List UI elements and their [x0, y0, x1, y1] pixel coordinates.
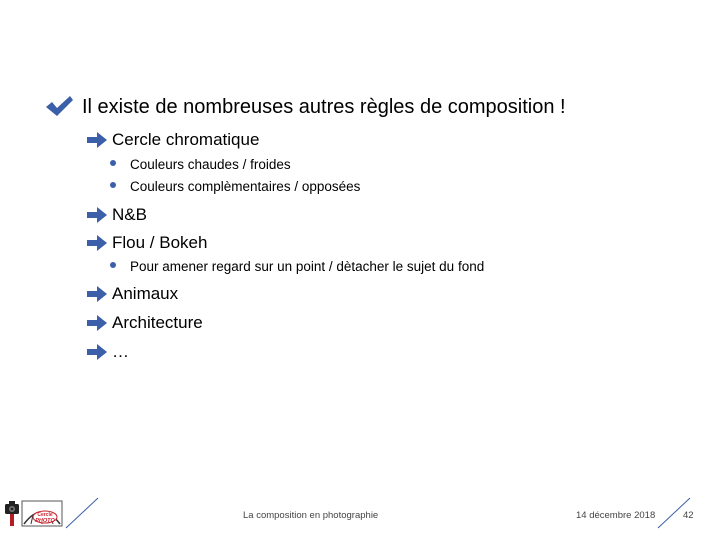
- arrow-right-icon: [86, 343, 108, 361]
- list-item-cercle-chromatique: [86, 130, 259, 150]
- club-logo: [4, 498, 66, 528]
- list-item-label: …: [112, 342, 129, 361]
- footer-divider-left: [64, 496, 100, 530]
- list-item-label: Architecture: [112, 313, 203, 332]
- bullet-dot: [110, 182, 116, 188]
- arrow-right-icon: [86, 314, 108, 332]
- list-item-flou-bokeh: [86, 233, 207, 253]
- list-item-animaux: [86, 284, 178, 304]
- list-item-nb: [86, 205, 147, 225]
- logo-text-bottom: PHOTO: [35, 518, 55, 524]
- arrow-right-icon: [86, 131, 108, 149]
- main-bullet: [44, 94, 566, 120]
- sub-item-text: Pour amener regard sur un point / dètacher le sujet du fond: [130, 259, 485, 274]
- arrow-right-icon: [86, 285, 108, 303]
- main-point-text: Il existe de nombreuses autres règles de composition !: [82, 95, 566, 118]
- footer-title: La composition en photographie: [243, 510, 379, 521]
- sub-item-text: Couleurs complèmentaires / opposées: [130, 179, 361, 194]
- list-item-label: Animaux: [112, 284, 179, 303]
- list-item-label: N&B: [112, 205, 147, 224]
- bullet-dot: [110, 160, 116, 166]
- footer-date: 14 décembre 2018: [576, 510, 656, 521]
- sub-item: [110, 157, 291, 172]
- sub-item-text: Couleurs chaudes / froides: [130, 157, 291, 172]
- list-item-ellipsis: [86, 342, 129, 362]
- sub-item: [110, 259, 484, 274]
- sub-item: [110, 179, 360, 194]
- bullet-dot: [110, 262, 116, 268]
- page-number: 42: [683, 510, 694, 521]
- list-item-label: Cercle chromatique: [112, 130, 260, 149]
- arrow-right-icon: [86, 206, 108, 224]
- list-item-label: Flou / Bokeh: [112, 233, 208, 252]
- logo-text-top: Cercle: [37, 512, 53, 518]
- arrow-right-icon: [86, 234, 108, 252]
- checkmark-icon: [44, 94, 74, 120]
- list-item-architecture: [86, 313, 203, 333]
